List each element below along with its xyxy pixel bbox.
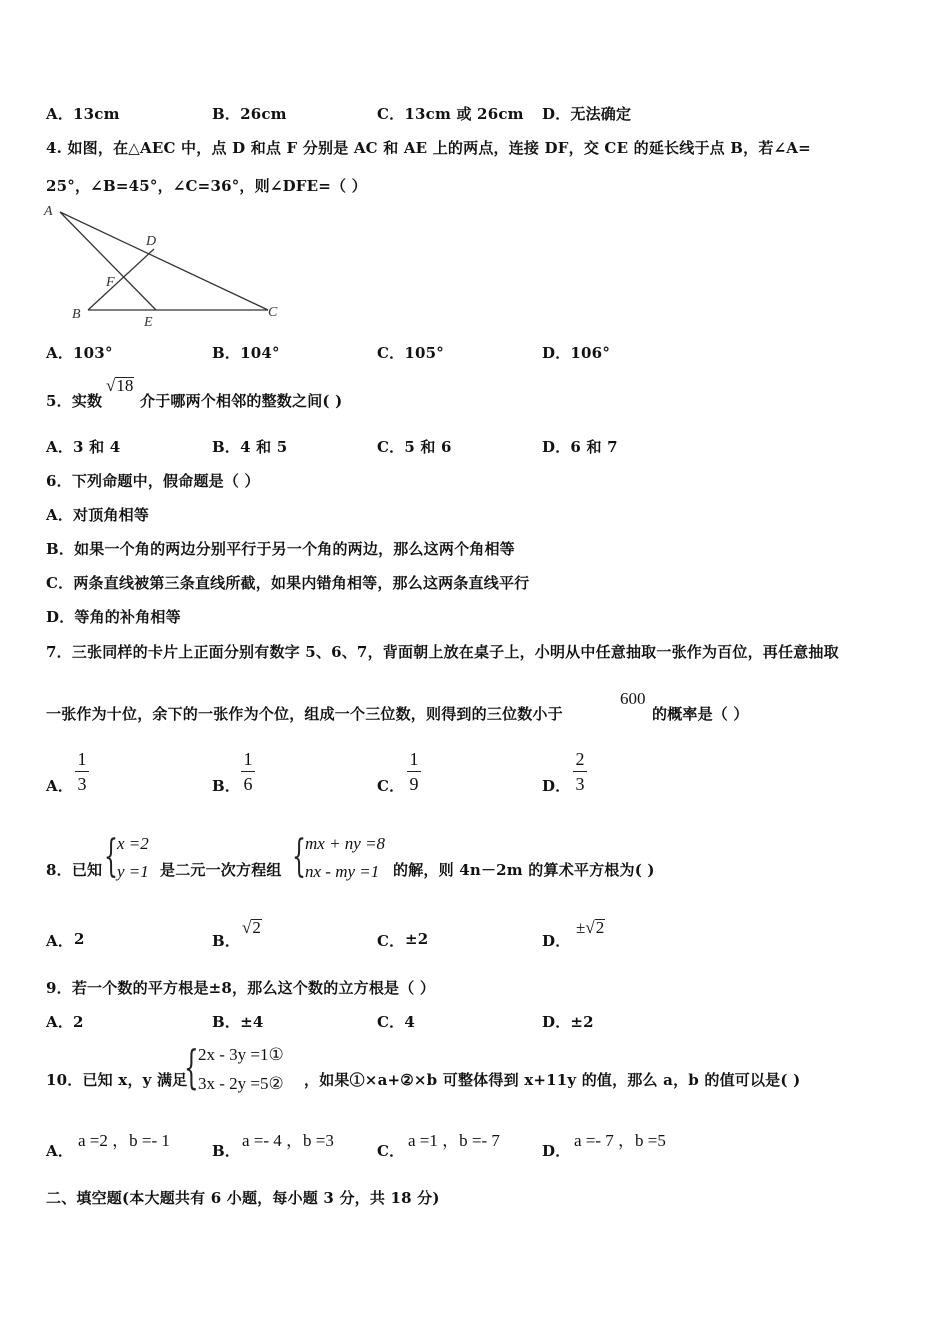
q3-option-c: C．13cm 或 26cm <box>377 105 524 123</box>
q5-prefix: 5．实数 <box>46 392 103 410</box>
label-e: E <box>144 315 153 330</box>
q9-stem: 9．若一个数的平方根是±8，那么这个数的立方根是（ ） <box>46 979 436 997</box>
q10-sys-eq1: 2x - 3y =1① <box>198 1045 284 1064</box>
q9-option-a: A．2 <box>46 1013 84 1031</box>
q4-stem-line1: 4. 如图，在△AEC 中，点 D 和点 F 分别是 AC 和 AE 上的两点，连接 DF，交 CE 的延长线于点 B，若∠A= <box>46 139 811 157</box>
q8-sys2-eq2: nx - my =1 <box>305 862 380 881</box>
q4-option-b: B．104° <box>212 344 280 362</box>
q8-option-d-label: D． <box>542 932 571 950</box>
q8-option-d-value: ±√2 <box>576 918 605 937</box>
label-f: F <box>106 275 115 290</box>
q7-option-d-fraction: 2 3 <box>570 749 590 794</box>
q8-sys2-eq1: mx + ny =8 <box>305 834 386 853</box>
q10-option-c-value: a =1 ，b =- 7 <box>408 1131 500 1150</box>
segment-bd <box>88 249 154 310</box>
q10-option-d-value: a =- 7 ，b =5 <box>574 1131 666 1150</box>
q4-stem-line2: 25°，∠B=45°，∠C=36°，则∠DFE=（ ） <box>46 177 367 195</box>
q10-brace: { <box>184 1040 199 1094</box>
q6-option-b: B．如果一个角的两边分别平行于另一个角的两边，那么这两个角相等 <box>46 540 515 558</box>
q10-option-a-label: A． <box>46 1142 74 1160</box>
q4-triangle-figure <box>40 200 290 330</box>
q9-option-b: B．±4 <box>212 1013 264 1031</box>
label-c: C <box>268 305 278 320</box>
q8-option-c-value: ±2 <box>405 930 429 948</box>
q8-option-a-label: A． <box>46 932 74 950</box>
q3-option-d: D．无法确定 <box>542 105 632 123</box>
q8-option-c-label: C． <box>377 932 405 950</box>
q7-option-b-fraction: 1 6 <box>238 749 258 794</box>
q5-sqrt-18: √18 <box>106 376 134 395</box>
q6-option-c: C．两条直线被第三条直线所截，如果内错角相等，那么这两条直线平行 <box>46 574 530 592</box>
q10-option-c-label: C． <box>377 1142 405 1160</box>
label-a: A <box>44 204 53 219</box>
q8-prefix: 8．已知 <box>46 861 103 879</box>
q6-option-d: D．等角的补角相等 <box>46 608 181 626</box>
q10-suffix: ，如果①×a+②×b 可整体得到 x+11y 的值，那么 a，b 的值可以是( ) <box>304 1071 801 1089</box>
q4-option-d: D．106° <box>542 344 611 362</box>
q8-brace-1: { <box>104 831 118 882</box>
q10-option-a-value: a =2 ，b =- 1 <box>78 1131 170 1150</box>
q6-stem: 6．下列命题中，假命题是（ ） <box>46 472 260 490</box>
q5-radicand: 18 <box>116 376 134 395</box>
q8-sys1-eq1: x =2 <box>117 834 149 853</box>
q7-option-b-label: B． <box>212 777 241 795</box>
q3-option-b: B．26cm <box>212 105 287 123</box>
label-d: D <box>146 234 157 249</box>
q7-option-c-label: C． <box>377 777 405 795</box>
label-b: B <box>72 307 81 322</box>
q7-stem-line2-suffix: 的概率是（ ） <box>652 705 749 723</box>
q7-option-d-label: D． <box>542 777 571 795</box>
q8-option-b-label: B． <box>212 932 241 950</box>
q5-option-b: B．4 和 5 <box>212 438 288 456</box>
section-2-title: 二、填空题(本大题共有 6 小题，每小题 3 分，共 18 分) <box>46 1189 440 1207</box>
q7-number-600: 600 <box>620 689 646 708</box>
q10-option-d-label: D． <box>542 1142 571 1160</box>
q7-option-a-fraction: 1 3 <box>72 749 92 794</box>
q3-option-a: A．13cm <box>46 105 120 123</box>
q10-option-b-value: a =- 4 ，b =3 <box>242 1131 334 1150</box>
segment-ac <box>60 212 268 310</box>
q4-option-a: A．103° <box>46 344 113 362</box>
q8-option-b-sqrt: √2 <box>242 918 261 937</box>
q5-option-a: A．3 和 4 <box>46 438 121 456</box>
q7-stem-line1: 7．三张同样的卡片上正面分别有数字 5、6、7，背面朝上放在桌子上，小明从中任意抽取一张作为百位，再任意抽取 <box>46 643 839 661</box>
q10-prefix: 10．已知 x，y 满足 <box>46 1071 188 1089</box>
q6-option-a: A．对顶角相等 <box>46 506 150 524</box>
q5-option-d: D．6 和 7 <box>542 438 618 456</box>
q8-brace-2: { <box>292 831 306 882</box>
q8-sys1-eq2: y =1 <box>117 862 149 881</box>
q10-option-b-label: B． <box>212 1142 241 1160</box>
q8-option-a-value: 2 <box>74 930 85 948</box>
q9-option-c: C．4 <box>377 1013 415 1031</box>
q5-suffix: 介于哪两个相邻的整数之间( ) <box>140 392 343 410</box>
q7-option-c-fraction: 1 9 <box>404 749 424 794</box>
q7-stem-line2-prefix: 一张作为十位，余下的一张作为个位，组成一个三位数，则得到的三位数小于 <box>46 705 563 723</box>
q7-option-a-label: A． <box>46 777 74 795</box>
q8-middle: 是二元一次方程组 <box>160 861 282 879</box>
q5-option-c: C．5 和 6 <box>377 438 452 456</box>
q8-suffix: 的解，则 4n－2m 的算术平方根为( ) <box>393 861 655 879</box>
q4-option-c: C．105° <box>377 344 444 362</box>
q10-sys-eq2: 3x - 2y =5② <box>198 1074 284 1093</box>
q9-option-d: D．±2 <box>542 1013 594 1031</box>
